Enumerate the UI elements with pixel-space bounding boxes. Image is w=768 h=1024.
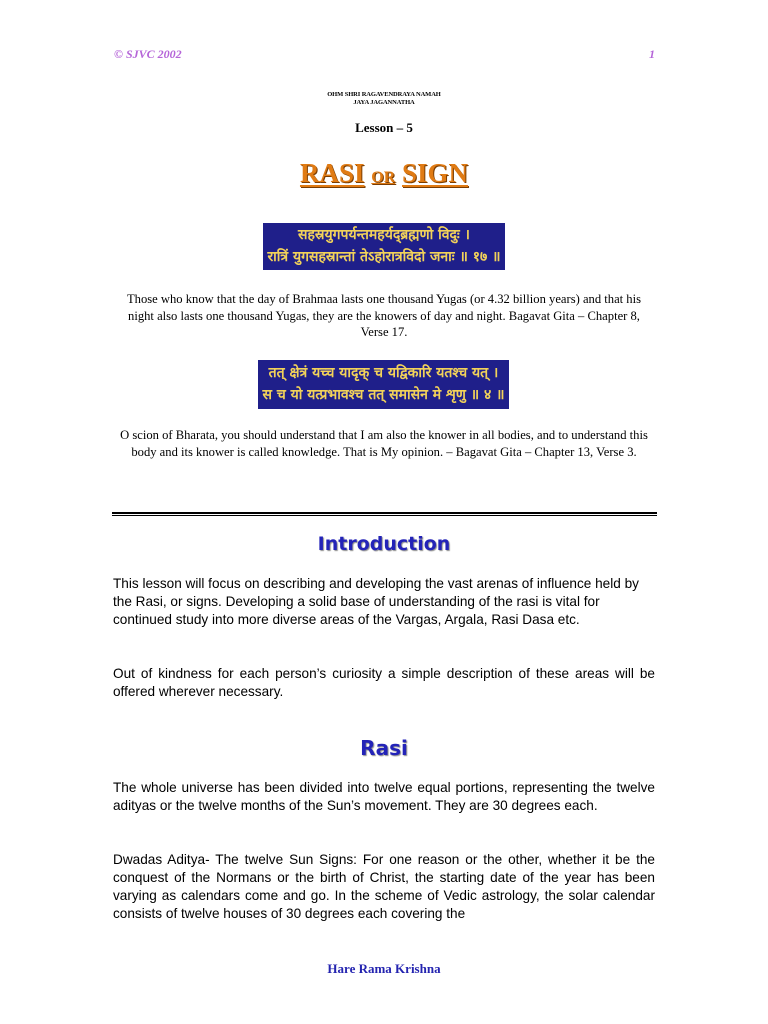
sanskrit-verse-1-line-1: सहस्रयुगपर्यन्तमहर्यद्ब्रह्मणो विदुः । xyxy=(298,227,470,243)
invocation-line-1: OHM SHRI RAGAVENDRAYA NAMAH xyxy=(327,91,441,98)
title-part-2: SIGN xyxy=(402,158,469,188)
rasi-paragraph-1: The whole universe has been divided into twelve equal portions, representing the twelve adityas or the twelve months of the Sun’s movement. They are 30 degrees each. xyxy=(113,780,655,813)
rasi-paragraph-2: Dwadas Aditya- The twelve Sun Signs: For one reason or the other, whether it be the conquest of the Normans or the birth of Christ, the starting date of the year has been varying as calendars come and go. In the scheme of Vedic astrology, the solar calendar consists of twelve houses of 30 degrees each covering the xyxy=(113,852,655,921)
introduction-paragraph-1: This lesson will focus on describing and developing the vast arenas of influence held by the Rasi, or signs. Developing a solid base of understanding of the rasi is vital for continued study into more diverse areas of the Vargas, Argala, Rasi Dasa etc. xyxy=(113,576,639,627)
sanskrit-verse-1-line-2: रात्रिं युगसहस्रान्तां तेऽहोरात्रविदो जनाः ॥ १७ ॥ xyxy=(267,249,501,265)
sanskrit-verse-2-line-2: स च यो यत्प्रभावश्च तत् समासेन मे शृणु ॥ ४ ॥ xyxy=(262,387,505,403)
verse-1-translation: Those who know that the day of Brahmaa lasts one thousand Yugas (or 4.32 billion years) and that his night also lasts one thousand Yugas, they are the knowers of day and night. Bagavat Gita – Chapter 8, Verse 17. xyxy=(126,292,642,339)
page-title xyxy=(0,156,768,195)
introduction-paragraph-2: Out of kindness for each person’s curiosity a simple description of these areas will be offered wherever necessary. xyxy=(113,666,655,699)
invocation-line-2: JAYA JAGANNATHA xyxy=(353,99,415,106)
invocation xyxy=(0,91,768,107)
sanskrit-verse-2 xyxy=(258,360,509,409)
section-divider xyxy=(112,512,657,516)
title-connector: OR xyxy=(371,169,396,186)
title-part-1: RASI xyxy=(299,158,365,188)
rasi-heading: Rasi xyxy=(360,736,408,760)
page-footer: Hare Rama Krishna xyxy=(327,961,441,976)
verse-2-translation: O scion of Bharata, you should understand that I am also the knower in all bodies, and to understand this body and its knower is called knowledge. That is My opinion. – Bagavat Gita – Chapter 13, Verse 3. xyxy=(120,428,648,459)
copyright-header: © SJVC 2002 xyxy=(114,47,182,61)
lesson-label: Lesson – 5 xyxy=(355,120,413,135)
sanskrit-verse-1 xyxy=(263,223,505,270)
sanskrit-verse-2-line-1: तत् क्षेत्रं यच्च यादृक् च यद्विकारि यतश्च यत् । xyxy=(268,365,499,381)
page-number: 1 xyxy=(649,47,655,61)
introduction-heading: Introduction xyxy=(317,533,451,555)
